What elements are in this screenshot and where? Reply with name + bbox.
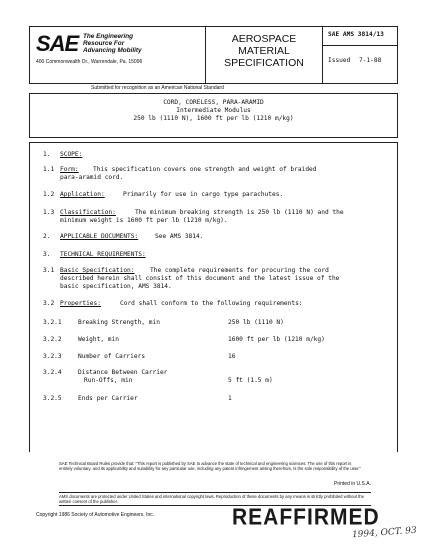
property-label: Breaking Strength, min <box>78 319 160 326</box>
section-heading: Basic Specification: <box>60 267 135 274</box>
body-box <box>29 142 398 452</box>
section-text: described herein shall consist of this document and the latest issue of the <box>60 275 340 282</box>
title-line: SPECIFICATION <box>224 57 304 69</box>
property-label: Number of Carriers <box>78 353 146 360</box>
section-heading: Classification: <box>60 209 116 216</box>
doc-title-2: Intermediate Modulus <box>176 107 251 114</box>
address: 400 Commonwealth Dr., Warrendale, Pa. 15096 <box>36 59 143 65</box>
doc-title-1: CORD, CORELESS, PARA-ARAMID <box>163 99 264 106</box>
property-num: 3.2.3 <box>43 353 62 360</box>
copyright: Copyright 1986 Society of Automotive Engineers, Inc. <box>36 512 155 518</box>
section-num: 1.3 <box>43 209 55 216</box>
section-num: 1.2 <box>43 191 55 198</box>
spec-number: SAE AMS 3814/13 <box>328 31 384 38</box>
property-label: Ends per Carrier <box>78 395 138 402</box>
section-text: para-aramid cord. <box>60 174 124 181</box>
property-value: 250 lb (1110 N) <box>228 319 284 326</box>
section-text: This specification covers one strength and weight of braided <box>93 166 317 173</box>
section-heading: SCOPE: <box>60 151 83 158</box>
copyright-notice: AMS documents are protected under United States and international copyright laws. Reproduction of these documents by any means is strictly prohibited without the written consent of the publisher. <box>59 492 371 506</box>
meta-divider <box>323 45 398 46</box>
technical-board-rules: SAE Technical Board Rules provide that: "This report is published by SAE to advance the state of technical and engineering sciences. The use of this report is entirely voluntary, and its applicability and suitability for any particular use, including any patent infringement arising therefrom, is the sole responsibility of the user." <box>59 461 361 472</box>
section-text: Primarily for use in cargo type parachutes. <box>123 191 284 198</box>
meta-cell <box>323 27 398 83</box>
property-num: 3.2.2 <box>43 336 62 343</box>
section-text: Cord shall conform to the following requirements: <box>120 300 303 307</box>
section-heading: Application: <box>60 191 105 198</box>
section-text: The complete requirements for procuring the cord <box>150 267 329 274</box>
section-num: 1. <box>43 151 51 158</box>
section-num: 3. <box>43 251 51 258</box>
property-value: 1600 ft per lb (1210 m/kg) <box>228 336 325 343</box>
tagline-line: Resource For <box>83 40 125 47</box>
spec-title <box>206 33 322 69</box>
property-num: 3.2.5 <box>43 395 62 402</box>
section-heading: TECHNICAL REQUIREMENTS: <box>60 251 146 258</box>
title-line: AEROSPACE <box>231 33 297 45</box>
issued-label: Issued <box>328 57 351 64</box>
logo-cell <box>30 27 205 83</box>
section-text: minimum weight is 1600 ft per lb (1210 m/kg). <box>60 217 228 224</box>
tagline-line: Advancing Mobility <box>83 47 142 54</box>
property-label: Weight, min <box>78 336 119 343</box>
section-heading: APPLICABLE DOCUMENTS: <box>60 233 139 240</box>
sae-logo: SAE <box>36 31 79 56</box>
header-box <box>29 26 398 84</box>
issued-date: 7-1-88 <box>359 57 382 64</box>
property-label: Run-Offs, min <box>84 377 133 384</box>
section-heading: Form: <box>60 166 79 173</box>
reaffirmed-stamp: REAFFIRMED <box>232 504 380 531</box>
property-num: 3.2.1 <box>43 319 62 326</box>
submitted-note: Submitted for recognition as an American National Standard <box>91 85 224 91</box>
section-text: See AMS 3814. <box>155 233 204 240</box>
handwritten-note: 1994, OCT. 93 <box>351 525 418 541</box>
section-text: The minimum breaking strength is 250 lb (1110 N) and the <box>135 209 344 216</box>
section-num: 3.1 <box>43 267 55 274</box>
property-value: 16 <box>228 353 236 360</box>
property-num: 3.2.4 <box>43 369 62 376</box>
section-text: basic specification, AMS 3814. <box>60 283 172 290</box>
doc-title-3: 250 lb (1110 N), 1600 ft per lb (1210 m/kg) <box>133 115 294 122</box>
title-cell <box>205 27 323 83</box>
section-num: 2. <box>43 233 51 240</box>
printed-in: Printed in U.S.A. <box>334 481 371 487</box>
section-num: 1.1 <box>43 166 55 173</box>
tagline <box>83 33 142 54</box>
tagline-line: The Engineering <box>83 33 134 40</box>
title-box <box>29 93 398 138</box>
property-value: 1 <box>228 395 232 402</box>
section-heading: Properties: <box>60 300 101 307</box>
property-value: 5 ft (1.5 m) <box>228 377 273 384</box>
property-label: Distance Between Carrier <box>78 369 168 376</box>
title-line: MATERIAL <box>238 45 290 57</box>
section-num: 3.2 <box>43 300 55 307</box>
